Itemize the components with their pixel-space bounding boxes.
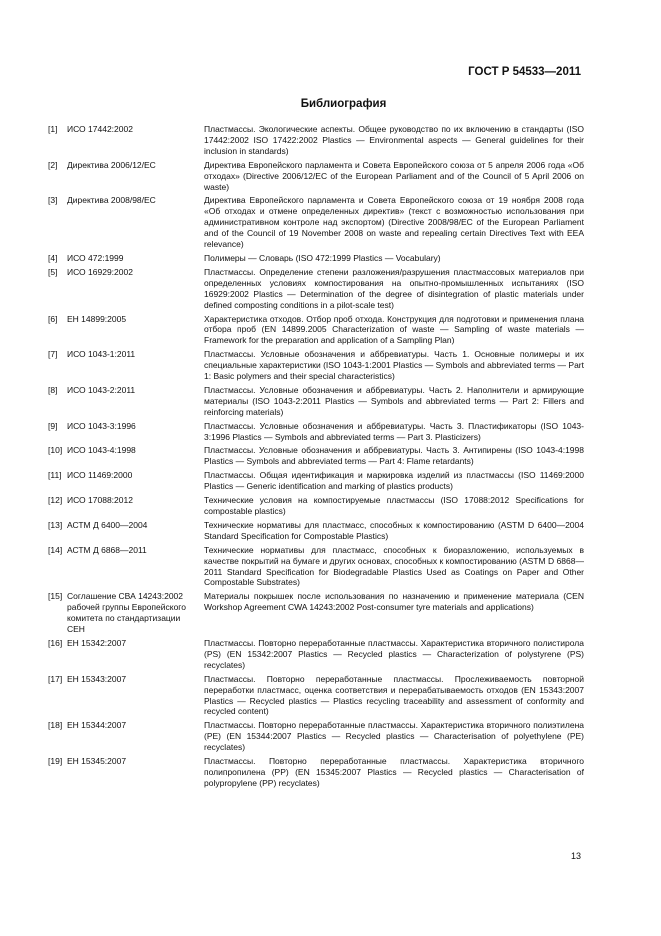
entry-description: Пластмассы. Определение степени разложения/разрушения пластмассовых материалов при определенных условиях компостирования на опытно-промышленных испытаниях (ISO 16929:2002 Plastics — Determination of the degree of disintegration of plastic materials under defined composting conditions in a pilot-scale test) <box>204 266 584 310</box>
entry-number: [18] <box>48 720 63 731</box>
entry-description: Директива Европейского парламента и Совета Европейского союза от 5 апреля 2006 года «Об отходах» (Directive 2006/12/EC of the European Parliament and of the Council of 5 April 2006 on waste) <box>204 159 584 192</box>
entry-standard-code: Соглашение СВА 14243:2002 рабочей группы Европейского комитета по стандартизации СЕН <box>67 591 186 635</box>
document-header: ГОСТ Р 54533—2011 <box>468 66 581 78</box>
bibliography-list <box>48 124 584 792</box>
bibliography-entry <box>48 267 584 311</box>
entry-standard-code: ИСО 1043-4:1998 <box>67 445 136 456</box>
entry-description: Характеристика отходов. Отбор проб отхода. Конструкция для подготовки и применения плана отбора проб (EN 14899.2005 Characterization of waste — Sampling of waste materials — Framework for the preparation and application of a Sampling Plan) <box>204 313 584 346</box>
bibliography-entry <box>48 349 584 382</box>
entry-number: [15] <box>48 591 63 602</box>
entry-standard-code: Директива 2008/98/ЕС <box>67 195 156 206</box>
entry-description: Полимеры — Словарь (ISO 472:1999 Plastics — Vocabulary) <box>204 252 441 263</box>
entry-number: [12] <box>48 495 63 506</box>
bibliography-entry <box>48 545 584 589</box>
bibliography-entry <box>48 756 584 789</box>
entry-description: Пластмассы. Условные обозначения и аббревиатуры. Часть 3. Пластификаторы (ISO 1043-3:1996 Plastics — Symbols and abbreviated terms — Part 3. Plasticizers) <box>204 420 584 442</box>
bibliography-entry <box>48 253 584 264</box>
bibliography-entry <box>48 520 584 542</box>
entry-description: Пластмассы. Повторно переработанные пластмассы. Характеристика вторичного полиэтилена (PE) (EN 15344:2007 Plastics — Recycled plastics — Characterisation of polyethylene (PE) recyclates) <box>204 720 584 753</box>
entry-standard-code: ИСО 17088:2012 <box>67 495 133 506</box>
entry-standard-code: Директива 2006/12/ЕС <box>67 159 156 170</box>
entry-number: [7] <box>48 349 58 360</box>
bibliography-entry <box>48 160 584 193</box>
entry-description: Директива Европейского парламента и Совета Европейского союза от 19 ноября 2008 года «Об отходах и отмене определенных директив» (текст с возможностью использования при административном контроле над экспортом) (Directive 2008/98/EC of the European Parliament and of the Council of 19 November 2008 on waste and repealing certain Directives Text with EEA relevance) <box>204 195 584 250</box>
bibliography-entry <box>48 591 584 635</box>
entry-standard-code: ИСО 1043-1:2011 <box>67 349 136 360</box>
entry-description: Пластмассы. Повторно переработанные пластмассы. Прослеживаемость повторной переработки пластмасс, оценка соответствия и перерабатываемость отходов (EN 15343:2007 Plastics — Recycled plastics — Plastics recycling traceability and assessment of conformity and recycled content) <box>204 673 584 717</box>
entry-number: [14] <box>48 544 63 555</box>
entry-description: Материалы покрышек после использования по назначению и применение материала (CEN Workshop Agreement CWA 14243:2002 Post-consumer tyre materials and applications) <box>204 591 584 613</box>
page-number: 13 <box>570 851 581 861</box>
entry-number: [9] <box>48 420 58 431</box>
bibliography-entry <box>48 195 584 250</box>
entry-standard-code: ИСО 11469:2000 <box>67 470 133 481</box>
bibliography-entry <box>48 638 584 671</box>
bibliography-entry <box>48 470 584 492</box>
bibliography-entry <box>48 421 584 443</box>
entry-standard-code: ЕН 15344:2007 <box>67 720 127 731</box>
entry-number: [6] <box>48 313 58 324</box>
entry-number: [19] <box>48 756 63 767</box>
entry-description: Пластмассы. Условные обозначения и аббревиатуры. Часть 1. Основные полимеры и их специальные характеристики (ISO 1043-1:2001 Plastics — Symbols and abbreviated terms — Part 1: Basic polymers and their special characteristics) <box>204 349 584 382</box>
entry-number: [5] <box>48 266 58 277</box>
entry-number: [1] <box>48 124 58 134</box>
entry-number: [10] <box>48 445 63 456</box>
entry-number: [16] <box>48 637 63 648</box>
entry-standard-code: ЕН 15343:2007 <box>67 673 127 684</box>
entry-number: [11] <box>48 470 62 481</box>
bibliography-entry <box>48 445 584 467</box>
entry-standard-code: ИСО 1043-3:1996 <box>67 420 136 431</box>
entry-standard-code: ИСО 1043-2:2011 <box>67 384 136 395</box>
entry-standard-code: ИСО 16929:2002 <box>67 266 133 277</box>
entry-number: [2] <box>48 159 58 170</box>
entry-description: Пластмассы. Условные обозначения и аббревиатуры. Часть 3. Антипирены (ISO 1043-4:1998 Plastics — Symbols and abbreviated terms — Part 4: Flame retardants) <box>204 445 584 467</box>
entry-description: Пластмассы. Общая идентификация и маркировка изделий из пластмассы (ISO 11469:2000 Plastics — Generic identification and marking of plastics products) <box>204 470 584 492</box>
entry-number: [8] <box>48 384 58 395</box>
entry-number: [13] <box>48 519 63 530</box>
entry-number: [17] <box>48 673 63 684</box>
entry-standard-code: АСТМ Д 6868—2011 <box>67 544 147 555</box>
entry-description: Пластмассы. Повторно переработанные пластмассы. Характеристика вторичного полипропилена (PP) (EN 15345:2007 Plastics — Recycled plastics — Characterisation of polypropylene (PP) recyclates) <box>204 756 584 788</box>
entry-number: [3] <box>48 195 58 206</box>
entry-standard-code: ИСО 17442:2002 <box>67 124 133 134</box>
entry-description: Пластмассы. Условные обозначения и аббревиатуры. Часть 2. Наполнители и армирующие материалы (ISO 1043-2:2011 Plastics — Symbols and abbreviated terms — Part 2: Fillers and reinforcing materials) <box>204 384 584 417</box>
bibliography-entry <box>48 385 584 418</box>
entry-description: Технические нормативы для пластмасс, способных к компостированию (ASTM D 6400—2004 Standard Specification for Compostable Plastics) <box>204 519 584 541</box>
entry-description: Технические условия на компостируемые пластмассы (ISO 17088:2012 Specifications for compostable plastics) <box>204 495 584 516</box>
bibliography-entry <box>48 495 584 517</box>
bibliography-entry <box>48 674 584 718</box>
bibliography-entry <box>48 124 584 157</box>
bibliography-entry <box>48 314 584 347</box>
entry-standard-code: ИСО 472:1999 <box>67 252 124 263</box>
entry-description: Пластмассы. Повторно переработанные пластмассы. Характеристика вторичного полистирола (PS) (EN 15342:2007 Plastics — Recycled plastics — Characterization of polystyrene (PS) recyclates) <box>204 637 584 670</box>
entry-standard-code: ЕН 15342:2007 <box>67 637 127 648</box>
entry-description: Технические нормативы для пластмасс, способных к биоразложению, используемых в качестве покрытий на бумаге и других основах, способных к компостированию (ASTM D 6868—2011 Standard Specification for Biodegradable Plastics Used as Coatings on Paper and Other Compostable Substrates) <box>204 544 584 588</box>
page-title: Библиография <box>300 98 387 110</box>
entry-number: [4] <box>48 252 58 263</box>
entry-standard-code: АСТМ Д 6400—2004 <box>67 519 148 530</box>
entry-standard-code: ЕН 15345:2007 <box>67 756 127 767</box>
entry-description: Пластмассы. Экологические аспекты. Общее руководство по их включению в стандарты (ISO 17442:2002 ISO 17422:2002 Plastics — Environmental aspects — General guidelines for their inclusion in standards) <box>204 124 584 156</box>
entry-standard-code: ЕН 14899:2005 <box>67 313 127 324</box>
bibliography-entry <box>48 720 584 753</box>
